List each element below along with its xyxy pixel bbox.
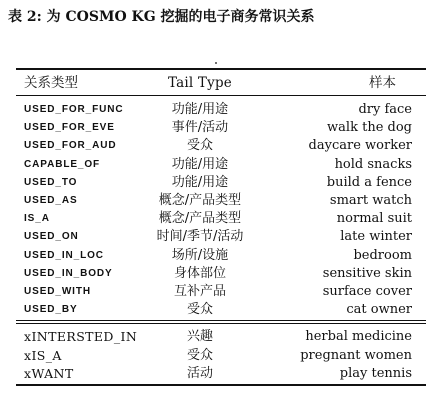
relation-cell: USED_FOR_AUD bbox=[24, 140, 117, 152]
sample-cell: sensitive skin bbox=[322, 265, 412, 281]
sample-cell: play tennis bbox=[339, 366, 412, 382]
tail-type-cell: 事件/活动 bbox=[171, 120, 229, 136]
relation-cell: USED_TO bbox=[24, 176, 78, 188]
table-row bbox=[16, 228, 426, 246]
table-row bbox=[16, 119, 426, 137]
sample-cell: herbal medicine bbox=[305, 329, 412, 344]
relation-cell: USED_AS bbox=[24, 195, 78, 206]
table-row bbox=[16, 101, 426, 119]
table-caption: 表 2: 为 COSMO KG 挖掘的电子商务常识关系 bbox=[8, 9, 315, 25]
relation-cell: xINTERSTED_IN bbox=[24, 329, 138, 344]
relation-cell: USED_FOR_FUNC bbox=[24, 104, 124, 115]
relation-cell: xWANT bbox=[24, 366, 74, 382]
relation-cell: USED_FOR_EVE bbox=[24, 122, 115, 134]
tail-type-cell: 受众 bbox=[186, 138, 213, 154]
tail-type-cell: 活动 bbox=[186, 366, 213, 382]
tail-type-cell: 功能/用途 bbox=[171, 174, 229, 190]
table-row bbox=[16, 174, 426, 192]
group-separator-rule-1 bbox=[16, 320, 426, 321]
table-row bbox=[16, 265, 426, 283]
table-row bbox=[16, 301, 426, 319]
sample-cell: late winter bbox=[340, 229, 412, 245]
relation-cell: xIS_A bbox=[24, 347, 62, 363]
tail-type-cell: 场所/设施 bbox=[171, 247, 229, 263]
relation-cell: IS_A bbox=[24, 213, 50, 225]
sample-cell: cat owner bbox=[346, 302, 412, 318]
tail-type-cell: 时间/季节/活动 bbox=[156, 229, 244, 245]
tail-type-cell: 互补产品 bbox=[173, 284, 226, 299]
tail-type-cell: 功能/用途 bbox=[171, 102, 229, 117]
sample-cell: surface cover bbox=[322, 284, 412, 299]
sample-cell: smart watch bbox=[329, 193, 412, 208]
relation-cell: USED_BY bbox=[24, 304, 78, 316]
sample-cell: walk the dog bbox=[327, 120, 412, 136]
table-row bbox=[16, 247, 426, 265]
tail-type-cell: 受众 bbox=[186, 302, 213, 318]
tail-type-cell: 概念/产品类型 bbox=[158, 211, 242, 227]
relation-cell: USED_IN_LOC bbox=[24, 249, 104, 261]
header-sample: 样本 bbox=[369, 75, 396, 91]
tail-type-cell: 受众 bbox=[186, 347, 213, 363]
table-header-row bbox=[16, 74, 426, 92]
bottom-rule bbox=[16, 384, 426, 386]
table-row bbox=[16, 137, 426, 155]
sample-cell: bedroom bbox=[353, 247, 412, 263]
table-row bbox=[16, 347, 426, 365]
header-relation-type: 关系类型 bbox=[24, 75, 78, 91]
header-tail-type: Tail Type bbox=[168, 75, 232, 91]
header-rule bbox=[16, 95, 426, 96]
relation-cell: USED_ON bbox=[24, 231, 79, 243]
table-row bbox=[16, 283, 426, 301]
sample-cell: normal suit bbox=[336, 211, 412, 227]
relation-cell: USED_WITH bbox=[24, 286, 91, 297]
sample-cell: build a fence bbox=[326, 174, 412, 190]
tail-type-cell: 功能/用途 bbox=[171, 156, 229, 172]
table-row bbox=[16, 365, 426, 383]
table-row bbox=[16, 328, 426, 346]
sample-cell: pregnant women bbox=[300, 347, 412, 363]
tail-type-cell: 身体部位 bbox=[173, 265, 226, 281]
sample-cell: hold snacks bbox=[334, 156, 412, 172]
top-rule bbox=[16, 68, 426, 70]
table-row bbox=[16, 210, 426, 228]
sample-cell: daycare worker bbox=[308, 138, 412, 154]
table-row bbox=[16, 192, 426, 210]
sample-cell: dry face bbox=[358, 102, 412, 117]
relation-cell: USED_IN_BODY bbox=[24, 267, 113, 279]
table-row bbox=[16, 156, 426, 174]
tail-type-cell: 兴趣 bbox=[186, 329, 213, 344]
tail-type-cell: 概念/产品类型 bbox=[158, 193, 242, 208]
decorative-dot bbox=[215, 62, 217, 64]
group-separator-rule-2 bbox=[16, 323, 426, 324]
relation-cell: CAPABLE_OF bbox=[24, 158, 101, 170]
